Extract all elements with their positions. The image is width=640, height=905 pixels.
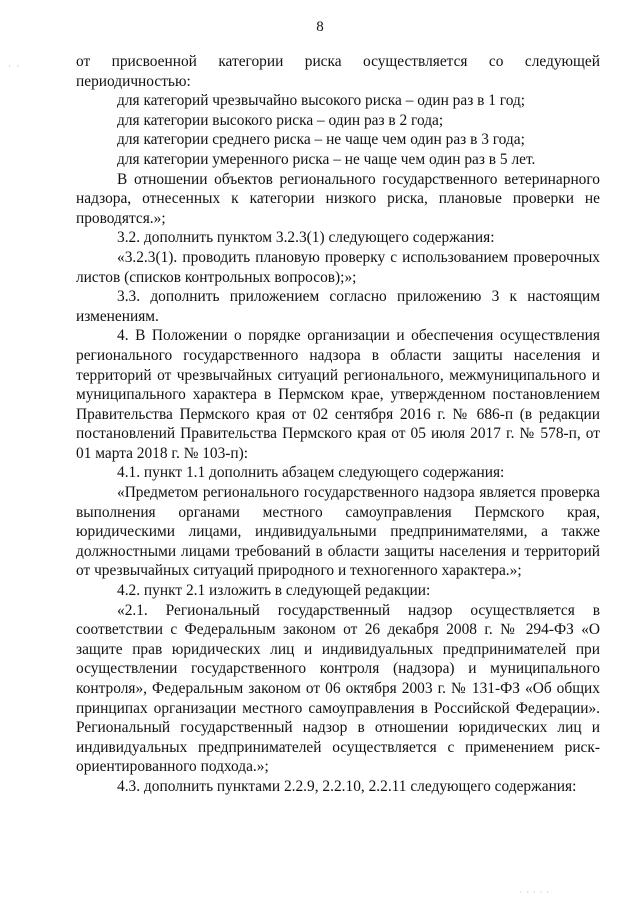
item-4-1-text: «Предметом регионального государственного надзора является проверка выполнения органами местного самоуправления Пермского края, юридическими лицами, индивидуальными предпринимателями, а также должностными лицами требований в области защиты населения и территорий от чрезвычайных ситуаций природного и техногенного характера.»; (76, 484, 600, 580)
list-item-moderate-risk: для категории умеренного риска – не чаще чем один раз в 5 лет. (117, 150, 536, 168)
item-4-2-heading: 4.2. пункт 2.1 изложить в следующей редакции: (117, 582, 431, 600)
list-item-high-risk: для категории высокого риска – один раз в 2 года; (117, 111, 444, 129)
word: от (76, 53, 91, 70)
page-number: 8 (316, 19, 324, 35)
list-item-medium-risk: для категории среднего риска – не чаще чем один раз в 3 года; (117, 131, 525, 149)
paragraph-low-risk: В отношении объектов регионального государственного ветеринарного надзора, отнесенных к категории низкого риска, плановые проверки не проводятся.»; (76, 170, 600, 227)
paragraph-risk-frequency-line2: периодичностью: (76, 72, 191, 90)
list-item-very-high-risk: для категорий чрезвычайно высокого риска – один раз в 1 год; (117, 92, 526, 110)
document-body (76, 52, 600, 797)
scan-margin-mark: · · (8, 62, 22, 71)
scan-bottom-mark: · · · · · (519, 888, 550, 897)
item-4-1-heading: 4.1. пункт 1.1 дополнить абзацем следующего содержания: (117, 464, 505, 482)
item-3-2-heading: 3.2. дополнить пунктом 3.2.3(1) следующего содержания: (117, 229, 495, 247)
paragraph-risk-frequency-line1 (76, 52, 600, 72)
item-3-2-text: «3.2.3(1). проводить плановую проверку с использованием проверочных листов (списков контрольных вопросов);»; (76, 248, 600, 286)
word: осуществляется (363, 53, 468, 70)
word: со (488, 53, 504, 70)
word: следующей (524, 53, 600, 70)
word: категории (218, 53, 284, 70)
item-4-paragraph: 4. В Положении о порядке организации и обеспечения осуществления регионального государственного надзора в области защиты населения и территорий от чрезвычайных ситуаций регионального, межмуниципального и муниципального характера в Пермском крае, утвержденном постановлением Правительства Пермского края от 02 сентября 2016 г. № 686-п (в редакции постановлений Правительства Пермского края от 05 июля 2017 г. № 578-п, от 01 марта 2018 г. № 103-п): (76, 327, 600, 462)
item-4-3-heading: 4.3. дополнить пунктами 2.2.9, 2.2.10, 2.2.11 следующего содержания: (117, 777, 577, 795)
word: риска (304, 53, 342, 70)
word: присвоенной (111, 53, 197, 70)
item-4-2-text: «2.1. Региональный государственный надзор осуществляется в соответствии с Федеральным законом от 26 декабря 2008 г. № 294-ФЗ «О защите прав юридических лиц и индивидуальных предпринимателей при осуществлении государственного контроля (надзора) и муниципального контроля», Федеральным законом от 06 октября 2003 г. № 131-ФЗ «Об общих принципах организации местного самоуправления в Российской Федерации». Региональный государственный надзор в отношении юридических лиц и индивидуальных предпринимателей осуществляется с применением риск-ориентированного подхода.»; (76, 601, 600, 776)
item-3-3: 3.3. дополнить приложением согласно приложению 3 к настоящим изменениям. (76, 288, 600, 325)
